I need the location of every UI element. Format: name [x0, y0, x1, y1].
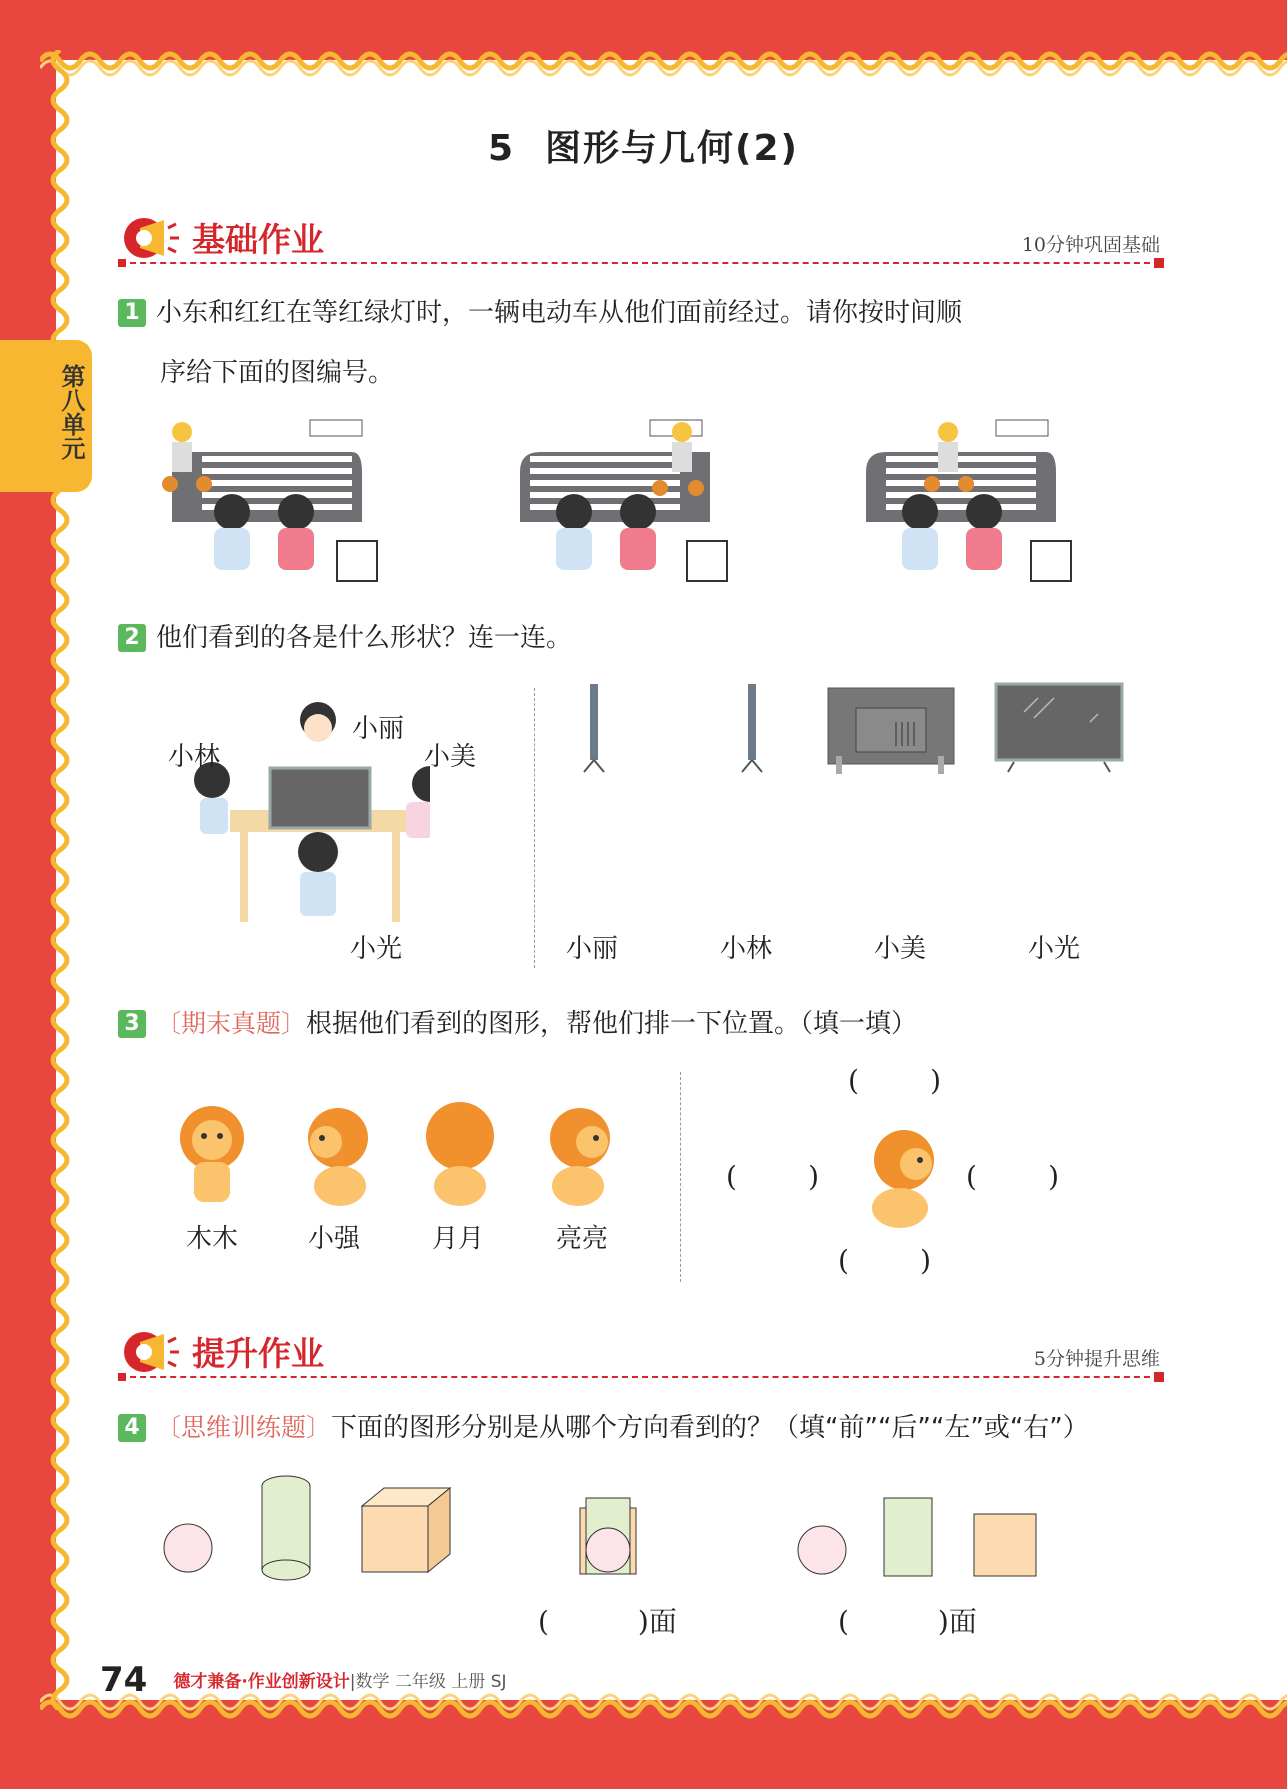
answer-label-3: 小美 [874, 934, 927, 964]
person-label-lin: 小林 [168, 742, 221, 772]
question-number: 1 [118, 299, 146, 327]
blank-left[interactable]: ( ) [726, 1160, 820, 1193]
answer-box-1[interactable] [336, 540, 378, 582]
answer-blank-1[interactable]: ( )面 [538, 1605, 677, 1638]
question-4: 4 〔思维训练题〕下面的图形分别是从哪个方向看到的？（填“前”“后”“左”或“右”） [118, 1398, 1089, 1458]
tv-front-view [994, 682, 1124, 774]
section-header-advanced [120, 1324, 1160, 1384]
answer-label-2: 小林 [720, 934, 773, 964]
question-number: 4 [118, 1414, 146, 1442]
page-number: 74 [100, 1660, 148, 1700]
title-number: 5 [487, 128, 516, 169]
lion-name-4: 亮亮 [556, 1224, 609, 1254]
blank-right[interactable]: ( ) [966, 1160, 1060, 1193]
lion-center-icon [866, 1126, 942, 1230]
answer-box-2[interactable] [686, 540, 728, 582]
question-2: 2 他们看到的各是什么形状？连一连。 [118, 608, 572, 668]
section-label: 基础作业 [192, 220, 324, 259]
answer-blank-2[interactable]: ( )面 [838, 1605, 977, 1638]
title-text: 图形与几何(2) [545, 128, 800, 169]
wavy-border-top [40, 44, 1287, 78]
trumpet-icon [120, 1324, 180, 1380]
question-3: 3 〔期末真题〕根据他们看到的图形，帮他们排一下位置。（填一填） [118, 994, 917, 1054]
wavy-border-left [44, 50, 76, 1710]
question-1-line1: 1 小东和红红在等红绿灯时，一辆电动车从他们面前经过。请你按时间顺 [118, 283, 962, 343]
blank-top[interactable]: ( ) [848, 1064, 942, 1097]
unit-tab [0, 340, 92, 492]
footer-brand: 德才兼备·作业创新设计 [173, 1672, 350, 1692]
footer-separator: | [349, 1672, 356, 1692]
lion-back-icon [424, 1100, 496, 1208]
question-number: 2 [118, 624, 146, 652]
solids-group [158, 1470, 458, 1586]
view-figure-2 [796, 1494, 1040, 1580]
section-divider [120, 262, 1160, 264]
question-tag: 〔思维训练题〕 [156, 1413, 332, 1442]
question-tag: 〔期末真题〕 [156, 1009, 307, 1038]
lion-name-1: 木木 [186, 1224, 239, 1254]
question-number: 3 [118, 1010, 146, 1038]
page-footer [100, 1660, 507, 1700]
person-label-mei: 小美 [424, 742, 477, 772]
view-figure-1 [576, 1496, 640, 1576]
person-label-li: 小丽 [352, 714, 405, 744]
answer-box-3[interactable] [1030, 540, 1072, 582]
footer-info: 数学 二年级 上册 SJ [355, 1672, 507, 1692]
person-label-guang: 小光 [350, 934, 403, 964]
section-note: 10分钟巩固基础 [1021, 234, 1160, 256]
blank-bottom[interactable]: ( ) [838, 1244, 932, 1277]
tv-side-view-left [580, 682, 610, 774]
lion-name-2: 小强 [308, 1224, 361, 1254]
lion-front-icon [176, 1104, 248, 1208]
tv-side-view-right [736, 682, 766, 774]
question-1-line2: 序给下面的图编号。 [160, 358, 395, 388]
tv-back-view [826, 686, 956, 778]
unit-tab-label: 第八单元 [57, 364, 85, 460]
page-title [0, 120, 1287, 171]
lion-side-right-icon [546, 1104, 618, 1208]
section-divider [120, 1376, 1160, 1378]
lion-name-3: 月月 [432, 1224, 485, 1254]
section-header-basic [120, 210, 1160, 270]
answer-label-1: 小丽 [566, 934, 619, 964]
section-note: 5分钟提升思维 [1033, 1348, 1160, 1370]
section-label: 提升作业 [192, 1334, 324, 1373]
divider-q3 [680, 1072, 681, 1282]
divider-q2 [534, 688, 535, 968]
answer-label-4: 小光 [1028, 934, 1081, 964]
trumpet-icon [120, 210, 180, 266]
lion-side-left-icon [300, 1104, 372, 1208]
